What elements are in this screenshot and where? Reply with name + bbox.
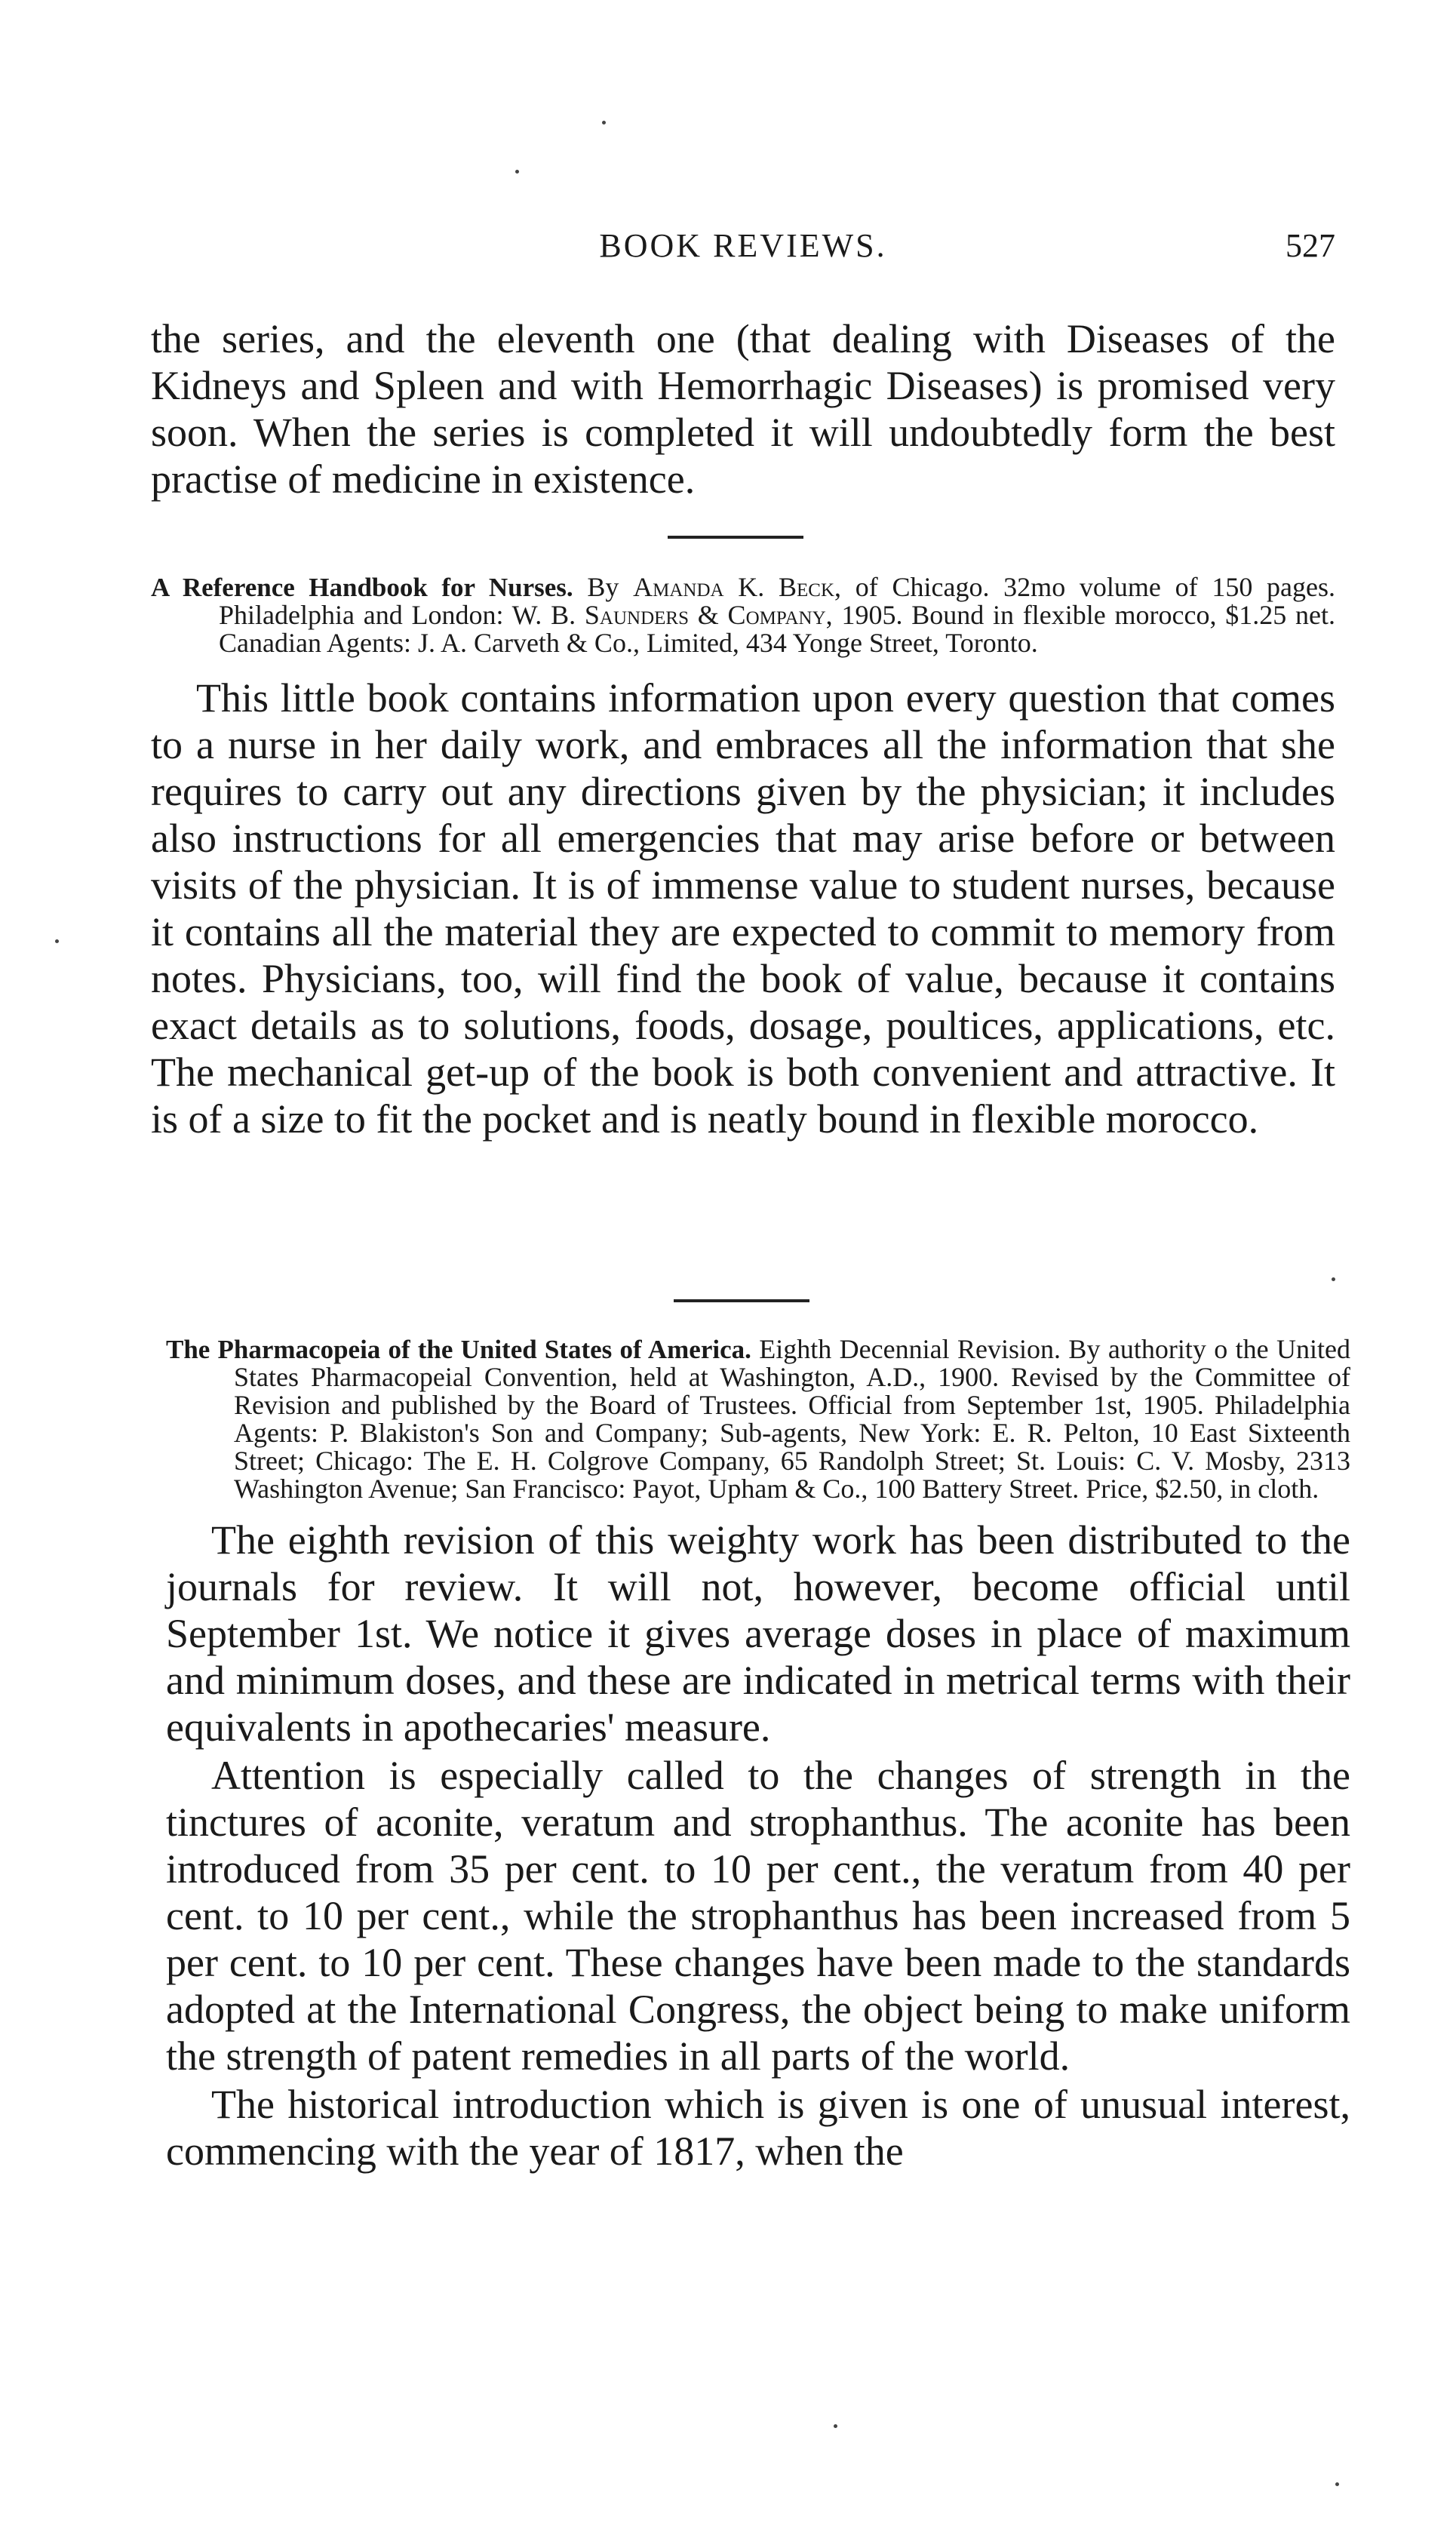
review-publisher: Saunders & Company,	[584, 600, 833, 630]
intro-paragraph: the series, and the eleventh one (that dealing with Diseases of the Kidneys and Spleen and with Hemorrhagic Diseases) is promised very soon. When the series is completed it will undoubtedly form the best practise of medicine in existence.	[151, 316, 1335, 502]
review-details: of Chicago. 32mo volume of 150 pages. Philadelphia and London: W. B.	[219, 572, 1336, 630]
review-title: The Pharmacopeia of the United States of America.	[166, 1335, 751, 1364]
review-nurses-handbook	[151, 573, 1335, 1142]
paper-speck	[55, 939, 59, 943]
review-paragraph: Attention is especially called to the changes of strength in the tinctures of aconite, veratum and strophanthus. The aconite has been introduced from 35 per cent. to 10 per cent., the veratum from 40 per cent. to 10 per cent., while the strophanthus has been increased from 5 per cent. to 10 per cent. These changes have been made to the standards adopted at the International Congress, the object being to make uniform the strength of patent remedies in all parts of the world.	[166, 1753, 1350, 2079]
review-title: A Reference Handbook for Nurses.	[151, 573, 573, 602]
review-by: By	[587, 572, 619, 602]
page-header	[151, 226, 1335, 272]
section-divider	[674, 1299, 809, 1302]
page-number: 527	[1286, 227, 1335, 264]
review-pharmacopeia	[166, 1335, 1350, 2175]
review-citation	[151, 573, 1335, 657]
review-paragraph: The eighth revision of this weighty work has been distributed to the journals for review. It will not, however, become official until September 1st. We notice it gives average doses in place of maximum and minimum doses, and these are indicated in metrical terms with their equivalents in apothecaries' measure.	[166, 1517, 1350, 1750]
paper-speck	[1332, 1277, 1335, 1281]
review-paragraph: This little book contains information upon every question that comes to a nurse in her daily work, and embraces all the information that she requires to carry out any directions given by the physician; it includes also instructions for all emergencies that may arise before or between visits of the physician. It is of immense value to student nurses, because it contains all the material they are expected to commit to memory from notes. Physicians, too, will find the book of value, because it contains exact details as to solutions, foods, dosage, poultices, applications, etc. The mechanical get-up of the book is both convenient and attractive. It is of a size to fit the pocket and is neatly bound in flexible morocco.	[151, 675, 1335, 1142]
review-author: Amanda K. Beck,	[633, 572, 842, 602]
review-details-2: 1905. Bound in flexible morocco, $1.25 net. Canadian Agents: J. A. Carveth & Co., Limited, 434 Yonge Street, Toronto.	[219, 600, 1336, 658]
paper-speck	[515, 170, 519, 174]
paper-speck	[602, 121, 606, 124]
intro-section	[151, 315, 1335, 503]
paper-speck	[1335, 2482, 1339, 2486]
review-paragraph: The historical introduction which is given is one of unusual interest, commencing with the year of 1817, when the	[166, 2082, 1350, 2174]
running-head: BOOK REVIEWS.	[599, 227, 887, 264]
section-divider	[668, 536, 803, 539]
review-details: Eighth Decennial Revision. By authority o the United States Pharmacopeial Convention, held at Washington, A.D., 1900. Revised by the Committee of Revision and published by the Board of Trustees. Official from September 1st, 1905. Philadelphia Agents: P. Blakiston's Son and Company; Sub-agents, New York: E. R. Pelton, 10 East Sixteenth Street; Chicago: The E. H. Colgrove Company, 65 Randolph Street; St. Louis: C. V. Mosby, 2313 Washington Avenue; San Francisco: Payot, Upham & Co., 100 Battery Street. Price, $2.50, in cloth.	[234, 1334, 1351, 1504]
review-citation	[166, 1335, 1350, 1503]
paper-speck	[834, 2424, 837, 2428]
